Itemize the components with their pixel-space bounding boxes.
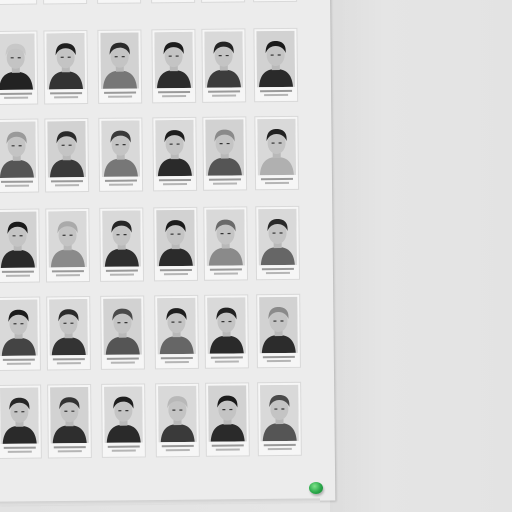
person-icon bbox=[0, 300, 38, 356]
portrait-photo bbox=[260, 385, 299, 441]
person-icon bbox=[208, 385, 247, 441]
role-caption bbox=[266, 272, 290, 274]
role-caption bbox=[6, 275, 30, 277]
role-caption bbox=[108, 96, 132, 98]
name-caption bbox=[50, 92, 82, 94]
role-caption bbox=[56, 274, 80, 276]
portrait-photo bbox=[258, 209, 297, 265]
name-caption bbox=[208, 90, 240, 92]
name-caption bbox=[264, 444, 296, 446]
role-caption bbox=[7, 363, 31, 365]
person-icon bbox=[101, 120, 140, 176]
portrait-card bbox=[201, 0, 244, 2]
role-caption bbox=[57, 362, 81, 364]
portrait-card bbox=[0, 0, 36, 4]
role-caption bbox=[215, 360, 239, 362]
portrait-card bbox=[0, 386, 41, 458]
portrait-card bbox=[47, 297, 90, 369]
name-caption bbox=[262, 268, 294, 270]
portrait-card bbox=[0, 32, 37, 104]
portrait-card bbox=[99, 118, 142, 190]
portrait-card bbox=[255, 117, 298, 189]
portrait-photo bbox=[0, 212, 37, 268]
portrait-card bbox=[202, 29, 245, 101]
portrait-photo bbox=[0, 34, 35, 90]
role-caption bbox=[112, 450, 136, 452]
name-caption bbox=[212, 444, 244, 446]
name-caption bbox=[106, 270, 138, 272]
role-caption bbox=[264, 94, 288, 96]
role-caption bbox=[212, 94, 236, 96]
portrait-photo bbox=[205, 119, 244, 175]
portrait-card bbox=[97, 0, 140, 3]
name-caption bbox=[108, 445, 140, 447]
person-icon bbox=[0, 34, 35, 90]
person-icon bbox=[260, 385, 299, 441]
person-icon bbox=[104, 386, 143, 442]
role-caption bbox=[109, 184, 133, 186]
portrait-photo bbox=[207, 297, 246, 353]
name-caption bbox=[1, 181, 33, 183]
person-icon bbox=[158, 386, 197, 442]
portrait-card bbox=[44, 31, 87, 103]
role-caption bbox=[265, 182, 289, 184]
portrait-card bbox=[154, 208, 197, 280]
portrait-photo bbox=[46, 33, 85, 89]
portrait-card bbox=[153, 118, 196, 190]
portrait-card bbox=[156, 384, 199, 456]
person-icon bbox=[154, 32, 193, 88]
name-caption bbox=[0, 93, 32, 95]
name-caption bbox=[209, 178, 241, 180]
push-pin-icon bbox=[309, 482, 323, 494]
portrait-photo bbox=[50, 387, 89, 443]
portrait-card bbox=[256, 207, 299, 279]
name-caption bbox=[54, 446, 86, 448]
person-icon bbox=[103, 298, 142, 354]
name-caption bbox=[263, 356, 295, 358]
name-caption bbox=[4, 447, 36, 449]
portrait-photo bbox=[204, 31, 243, 87]
person-icon bbox=[102, 210, 141, 266]
name-caption bbox=[107, 358, 139, 360]
portrait-photo bbox=[101, 120, 140, 176]
portrait-card bbox=[100, 208, 143, 280]
role-caption bbox=[165, 361, 189, 363]
portrait-card bbox=[257, 295, 300, 367]
name-caption bbox=[52, 270, 84, 272]
name-caption bbox=[261, 178, 293, 180]
person-icon bbox=[258, 209, 297, 265]
portrait-card bbox=[203, 117, 246, 189]
portrait-card bbox=[0, 210, 39, 282]
portrait-card bbox=[258, 383, 301, 455]
photo-row bbox=[0, 28, 331, 112]
role-caption bbox=[163, 183, 187, 185]
name-caption bbox=[3, 359, 35, 361]
portrait-photo bbox=[259, 297, 298, 353]
portrait-card bbox=[155, 296, 198, 368]
name-caption bbox=[159, 179, 191, 181]
person-icon bbox=[205, 119, 244, 175]
portrait-photo bbox=[158, 386, 197, 442]
portrait-photo bbox=[49, 299, 88, 355]
portrait-photo bbox=[48, 211, 87, 267]
person-icon bbox=[206, 209, 245, 265]
portrait-card bbox=[152, 30, 195, 102]
role-caption bbox=[162, 95, 186, 97]
portrait-card bbox=[48, 385, 91, 457]
portrait-card bbox=[43, 0, 86, 3]
wall bbox=[330, 0, 512, 512]
role-caption bbox=[5, 185, 29, 187]
role-caption bbox=[268, 448, 292, 450]
portrait-card bbox=[0, 298, 40, 370]
person-icon bbox=[257, 119, 296, 175]
name-caption bbox=[2, 271, 34, 273]
person-icon bbox=[47, 121, 86, 177]
portrait-card bbox=[205, 295, 248, 367]
name-caption bbox=[211, 356, 243, 358]
portrait-photo bbox=[157, 298, 196, 354]
role-caption bbox=[4, 97, 28, 99]
portrait-photo bbox=[0, 300, 38, 356]
person-icon bbox=[207, 297, 246, 353]
person-icon bbox=[49, 299, 88, 355]
portrait-card bbox=[0, 120, 38, 192]
portrait-photo bbox=[257, 119, 296, 175]
portrait-card bbox=[101, 296, 144, 368]
role-caption bbox=[166, 449, 190, 451]
portrait-photo bbox=[208, 385, 247, 441]
portrait-photo bbox=[103, 298, 142, 354]
name-caption bbox=[160, 269, 192, 271]
person-icon bbox=[156, 210, 195, 266]
portrait-photo bbox=[0, 388, 39, 444]
photo-row bbox=[0, 0, 330, 12]
role-caption bbox=[213, 182, 237, 184]
portrait-photo bbox=[156, 210, 195, 266]
name-caption bbox=[161, 357, 193, 359]
name-caption bbox=[162, 445, 194, 447]
person-icon bbox=[256, 31, 295, 87]
person-icon bbox=[46, 33, 85, 89]
portrait-photo bbox=[256, 31, 295, 87]
photo-row bbox=[0, 382, 335, 466]
photo-row bbox=[0, 116, 332, 200]
role-caption bbox=[164, 273, 188, 275]
role-caption bbox=[267, 360, 291, 362]
person-icon bbox=[155, 120, 194, 176]
portrait-photo bbox=[155, 120, 194, 176]
person-icon bbox=[204, 31, 243, 87]
portrait-photo bbox=[102, 210, 141, 266]
name-caption bbox=[158, 91, 190, 93]
name-caption bbox=[53, 358, 85, 360]
name-caption bbox=[104, 92, 136, 94]
role-caption bbox=[214, 272, 238, 274]
person-icon bbox=[157, 298, 196, 354]
portrait-card bbox=[98, 30, 141, 102]
name-caption bbox=[51, 180, 83, 182]
role-caption bbox=[111, 362, 135, 364]
person-icon bbox=[0, 122, 36, 178]
portrait-card bbox=[206, 383, 249, 455]
portrait-card bbox=[151, 0, 194, 2]
portrait-photo bbox=[47, 121, 86, 177]
name-caption bbox=[260, 90, 292, 92]
portrait-card bbox=[204, 207, 247, 279]
portrait-card bbox=[46, 209, 89, 281]
person-icon bbox=[0, 212, 37, 268]
role-caption bbox=[216, 448, 240, 450]
portrait-photo bbox=[104, 386, 143, 442]
role-caption bbox=[58, 450, 82, 452]
portrait-photo bbox=[154, 32, 193, 88]
role-caption bbox=[110, 274, 134, 276]
photo-row bbox=[0, 206, 333, 290]
photo-row bbox=[0, 294, 334, 378]
name-caption bbox=[105, 180, 137, 182]
portrait-photo bbox=[100, 32, 139, 88]
person-icon bbox=[259, 297, 298, 353]
portrait-photo bbox=[206, 209, 245, 265]
portrait-photo bbox=[0, 122, 36, 178]
person-icon bbox=[48, 211, 87, 267]
role-caption bbox=[55, 184, 79, 186]
portrait-card bbox=[253, 0, 296, 1]
portrait-card bbox=[45, 119, 88, 191]
person-icon bbox=[100, 32, 139, 88]
person-icon bbox=[0, 388, 39, 444]
role-caption bbox=[54, 96, 78, 98]
portrait-card bbox=[102, 384, 145, 456]
role-caption bbox=[8, 451, 32, 453]
portrait-card bbox=[254, 29, 297, 101]
name-caption bbox=[210, 268, 242, 270]
person-icon bbox=[50, 387, 89, 443]
